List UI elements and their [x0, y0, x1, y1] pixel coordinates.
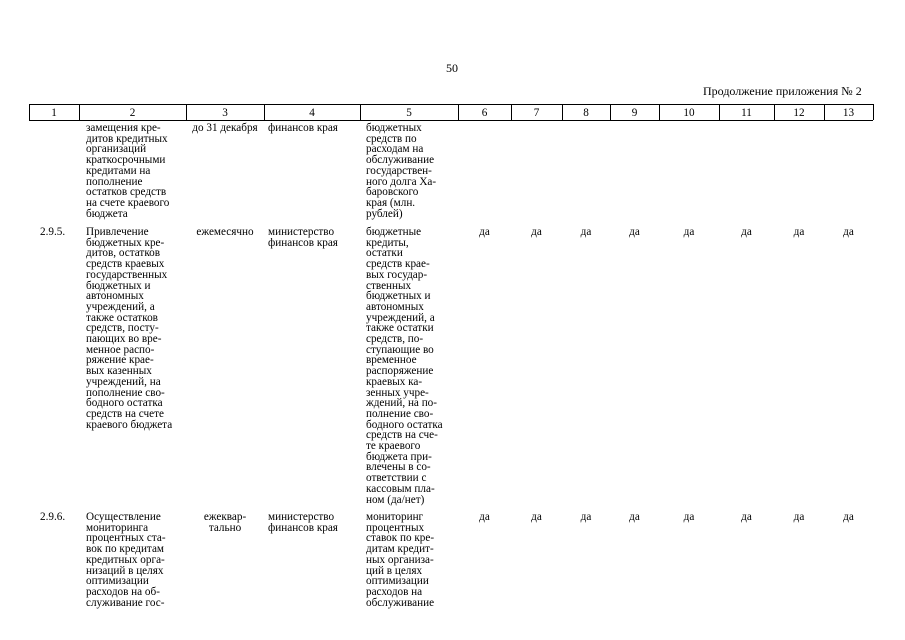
cell-text-line: остатков средств: [86, 186, 167, 199]
table-header-bottom-border: [29, 120, 873, 121]
cell-text-line: оптимизации: [366, 575, 429, 588]
table-header-divider: [873, 104, 874, 120]
cell-mark: да: [793, 511, 805, 523]
cell-text-line: те краевого: [366, 440, 421, 452]
cell-text-line: ного долга Ха-: [366, 175, 437, 188]
cell-text-line: кредитами на: [86, 164, 151, 177]
cell-text-line: министерство: [268, 226, 335, 238]
cell-text-line: ждений, на по-: [366, 397, 437, 410]
cell-mark: да: [531, 511, 542, 523]
cell-text-line: обслуживание: [366, 154, 435, 167]
cell-text-line: средств краевых: [86, 258, 165, 271]
cell-text-line: ежемесячно: [196, 226, 254, 238]
cell-mark: да: [531, 226, 542, 238]
cell-text-line: дитам кредит-: [366, 543, 434, 556]
cell-text-line: до 31 декабря: [192, 122, 258, 134]
cell-text-line: баровского: [366, 186, 419, 199]
cell-text-line: остатки: [366, 247, 403, 260]
cell-text-line: государствен-: [366, 164, 432, 177]
cell-text-line: ставок по кре-: [366, 532, 435, 545]
cell-text-line: средств по: [366, 132, 417, 145]
cell-text-line: менное распо-: [86, 343, 155, 356]
cell-text-line: расходов на об-: [86, 585, 160, 598]
cell-text-line: учреждений, а: [86, 300, 155, 313]
cell-text-line: служивание гос-: [86, 596, 165, 609]
cell-text-line: зенных учре-: [366, 386, 429, 399]
cell-text-line: кредитных орга-: [86, 553, 165, 566]
cell-mark: да: [629, 226, 640, 238]
cell-text-line: замещения кре-: [86, 122, 161, 134]
cell-text-line: также остатки: [366, 322, 434, 335]
cell-text-line: бюджета: [86, 207, 128, 220]
column-header-13: 13: [842, 107, 855, 119]
cell-text-line: кредиты,: [366, 236, 409, 249]
cell-text-line: ежеквар-: [203, 511, 247, 523]
cell-text-line: финансов края: [268, 122, 338, 134]
cell-text-line: полнение сво-: [366, 407, 434, 420]
cell-text-line: расходов на: [366, 585, 423, 598]
cell-mark: да: [479, 511, 490, 523]
cell-text-line: бюджетных: [366, 122, 422, 134]
cell-text-line: средств крае-: [366, 258, 430, 271]
page-number: 50: [446, 61, 458, 75]
cell-text-line: Осуществление: [86, 511, 161, 523]
cell-text-line: ответствии с: [366, 472, 427, 485]
row-number: 2.9.5.: [40, 226, 66, 238]
cell-text-line: финансов края: [268, 521, 338, 534]
column-header-6: 6: [481, 107, 488, 119]
cell-text-line: средств на сче-: [366, 429, 438, 442]
cell-text-line: также остатков: [86, 311, 158, 324]
cell-text-line: вых государ-: [366, 268, 428, 281]
cell-mark: да: [843, 226, 854, 238]
cell-text-line: влечены в со-: [366, 461, 431, 474]
column-header-11: 11: [741, 107, 752, 119]
cell-text-line: бюджетных кре-: [86, 236, 165, 249]
cell-text-line: дитов кредитных: [86, 132, 168, 145]
cell-text-line: краткосрочными: [86, 154, 166, 167]
cell-text-line: края (млн.: [366, 196, 416, 209]
cell-text-line: временное: [366, 354, 417, 367]
cell-text-line: мониторинга: [86, 521, 149, 534]
cell-text-line: на счете краевого: [86, 196, 170, 209]
cell-text-line: государственных: [86, 268, 168, 281]
cell-text-line: ственных: [366, 279, 412, 292]
column-header-3: 3: [222, 107, 228, 119]
cell-text-line: ных организа-: [366, 553, 434, 566]
cell-text-line: министерство: [268, 511, 335, 523]
cell-text-line: процентных: [366, 521, 425, 534]
column-header-7: 7: [533, 107, 540, 119]
cell-mark: да: [843, 511, 854, 523]
cell-text-line: ций в целях: [366, 564, 423, 577]
cell-text-line: дитов, остатков: [86, 247, 161, 260]
row-number: 2.9.6.: [40, 511, 66, 523]
column-header-12: 12: [793, 107, 805, 119]
continuation-label: Продолжение приложения № 2: [703, 84, 862, 98]
cell-text-line: пающих во вре-: [86, 333, 162, 345]
cell-mark: да: [580, 511, 592, 523]
cell-text-line: бюджета при-: [366, 450, 432, 463]
cell-text-line: бодного остатка: [86, 397, 163, 410]
cell-text-line: вых казенных: [86, 365, 152, 378]
cell-text-line: ном (да/нет): [366, 493, 425, 506]
column-header-2: 2: [129, 107, 136, 119]
column-header-8: 8: [583, 107, 589, 119]
cell-text-line: ряжение крае-: [86, 354, 154, 367]
cell-text-line: кассовым пла-: [366, 482, 435, 495]
cell-text-line: бюджетных и: [86, 279, 151, 292]
cell-text-line: бюджетные: [366, 226, 422, 238]
cell-text-line: вок по кредитам: [86, 543, 165, 556]
column-header-9: 9: [631, 107, 638, 119]
column-header-5: 5: [406, 107, 412, 119]
cell-text-line: организаций: [86, 143, 147, 156]
cell-text-line: процентных ста-: [86, 532, 166, 545]
cell-text-line: средств, посту-: [86, 322, 159, 335]
cell-mark: да: [741, 226, 752, 238]
cell-text-line: автономных: [86, 290, 144, 303]
cell-mark: да: [479, 226, 490, 238]
cell-text-line: бодного остатка: [366, 418, 443, 431]
cell-mark: да: [629, 511, 640, 523]
column-header-1: 1: [51, 107, 57, 119]
cell-text-line: расходам на: [366, 143, 424, 156]
cell-text-line: учреждений, на: [86, 375, 161, 388]
cell-text-line: оптимизации: [86, 575, 149, 588]
cell-text-line: пополнение: [86, 175, 143, 188]
cell-text-line: краевого бюджета: [86, 418, 173, 431]
cell-mark: да: [683, 226, 695, 238]
cell-mark: да: [580, 226, 592, 238]
cell-text-line: автономных: [366, 300, 424, 313]
cell-text-line: распоряжение: [366, 365, 434, 378]
cell-text-line: рублей): [366, 207, 403, 220]
cell-text-line: тально: [208, 521, 242, 534]
cell-text-line: средств на счете: [86, 407, 164, 420]
cell-text-line: Привлечение: [86, 226, 149, 238]
column-header-4: 4: [309, 107, 315, 119]
cell-mark: да: [741, 511, 752, 523]
cell-text-line: средств, по-: [366, 333, 424, 345]
cell-text-line: низаций в целях: [86, 564, 164, 577]
cell-mark: да: [683, 511, 695, 523]
cell-text-line: бюджетных и: [366, 290, 431, 303]
cell-text-line: пополнение сво-: [86, 386, 165, 399]
cell-mark: да: [793, 226, 805, 238]
cell-text-line: финансов края: [268, 236, 338, 249]
cell-text-line: мониторинг: [366, 511, 424, 523]
cell-text-line: краевых ка-: [366, 375, 423, 388]
cell-text-line: ступающие во: [366, 343, 434, 356]
table-header-top-border: [29, 104, 873, 105]
column-header-10: 10: [683, 107, 695, 119]
cell-text-line: обслуживание: [366, 596, 435, 609]
cell-text-line: учреждений, а: [366, 311, 435, 324]
